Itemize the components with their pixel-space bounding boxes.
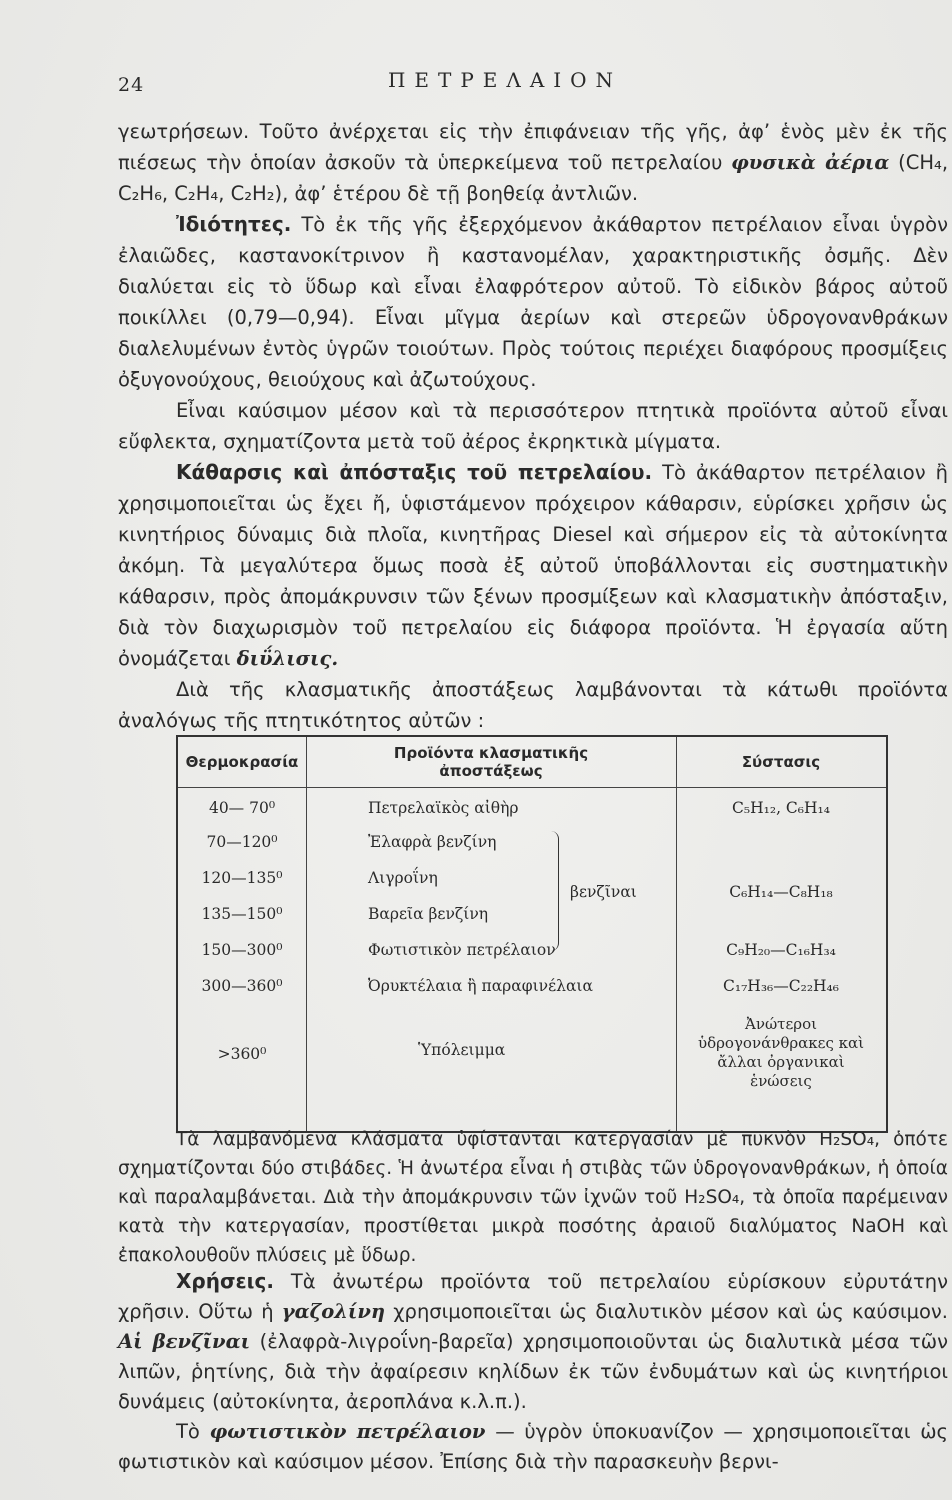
emphasis: διΰλισις. [236, 647, 339, 670]
paragraph-properties: Ἰδιότητες. Τὸ ἐκ τῆς γῆς ἐξερχόμενον ἀκάθαρτον πετρέλαιον εἶναι ὑγρὸν ἐλαιῶδες, καστανοκίτρινον ἢ καστανομέλαν, χαρακτηριστικῆς ὀσμῆς. Δὲν διαλύεται εἰς τὸ ὕδωρ καὶ εἶναι ἐλαφρότερον αὐτοῦ. Τὸ εἰδικὸν βάρος αὐτοῦ ποικίλλει (0,79—0,94). Εἶναι μῖγμα ἀερίων καὶ στερεῶν ὑδρογονανθράκων διαλελυμένων ἐντὸς ὑγρῶν τοιούτων. Πρὸς τούτοις περιέχει διαφόρους προσμίξεις ὀξυγονούχους, θειούχους καὶ ἀζωτούχους. [118, 212, 948, 391]
composition-cell: C₅H₁₂, C₆H₁₄ [732, 799, 830, 817]
section-heading: Ἰδιότητες. [176, 212, 292, 236]
temperature-cell: 135—150⁰ [201, 905, 283, 923]
composition-cell: C₉H₂₀—C₁₆H₃₄ [726, 941, 836, 959]
product-cell: Ἐλαφρὰ βενζίνη [368, 833, 497, 851]
paragraph-uses: Χρήσεις. Τὰ ἀνωτέρω προϊόντα τοῦ πετρελαίου εὑρίσκουν εὐρυτάτην χρῆσιν. Οὕτω ἡ γαζολίνη χρησιμοποιεῖται ὡς διαλυτικὸν μέσον καὶ ὡς καύσιμον. Αἱ βενζῖναι (ἐλαφρὰ-λιγροΐνη-βαρεῖα) χρησιμοποιοῦνται ὡς διαλυτικὰ μέσα τῶν λιπῶν, ῥητίνης, διὰ τὴν ἀφαίρεσιν κηλίδων ἐκ τῶν ἐνδυμάτων καὶ ὡς κινητήριοι δυνάμεις (αὐτοκίνητα, ἀεροπλάνα κ.λ.π.). [118, 1269, 949, 1413]
composition-cell: Ἀνώτεροι ὑδρογονάνθρακες καὶ ἄλλαι ὀργανικαὶ ἑνώσεις [697, 1015, 865, 1090]
product-cell: Ὑπόλειμμα [418, 1041, 506, 1059]
paragraph: γεωτρήσεων. Τοῦτο ἀνέρχεται εἰς τὴν ἐπιφάνειαν τῆς γῆς, ἀφ’ ἑνὸς μὲν ἐκ τῆς πιέσεως τὴν ὁποίαν ἀσκοῦν τὰ ὑπερκείμενα τοῦ πετρελαίου φυσικὰ ἀέρια (CH₄, C₂H₆, C₂H₄, C₂H₂), ἀφ’ ἑτέρου δὲ τῇ βοηθείᾳ ἀντλιῶν. [118, 120, 949, 205]
composition-cell: C₆H₁₄—C₈H₁₈ [729, 883, 833, 901]
temperature-cell: 70—120⁰ [206, 833, 278, 851]
page-number: 24 [118, 74, 145, 96]
temperature-cell: 40— 70⁰ [208, 799, 276, 817]
body-text-upper [118, 116, 948, 736]
paragraph: Διὰ τῆς κλασματικῆς ἀποστάξεως λαμβάνονται τὰ κάτωθι προϊόντα ἀναλόγως τῆς πτητικότητος αὐτῶν : [118, 678, 948, 732]
product-cell: Φωτιστικὸν πετρέλαιον [368, 941, 556, 959]
temperature-cell: >360⁰ [217, 1045, 267, 1063]
body-text-after-table [118, 1125, 948, 1270]
emphasis: γαζολίνη [281, 1300, 386, 1323]
product-cell: Λιγροΐνη [368, 869, 438, 887]
grouping-brace [548, 831, 559, 951]
emphasis: Αἱ βενζῖναι [118, 1330, 251, 1353]
temperature-cell: 120—135⁰ [201, 869, 283, 887]
body-text-uses [118, 1266, 948, 1477]
column-divider [306, 737, 307, 1131]
column-header-products: Προϊόντα κλασματικῆς ἀποστάξεως [393, 744, 589, 780]
paragraph: Εἶναι καύσιμον μέσον καὶ τὰ περισσότερον πτητικὰ προϊόντα αὐτοῦ εἶναι εὔφλεκτα, σχηματίζοντα μετὰ τοῦ ἀέρος ἐκρηκτικὰ μίγματα. [118, 399, 948, 453]
page-header [118, 68, 892, 98]
product-cell: Πετρελαϊκὸς αἰθὴρ [368, 799, 519, 817]
paragraph: Τὸ φωτιστικὸν πετρέλαιον — ὑγρὸν ὑποκυανίζον — χρησιμοποιεῖται ὡς φωτιστικὸν καὶ καύσιμον μέσον. Ἐπίσης διὰ τὴν παρασκευὴν βερνι- [118, 1420, 948, 1473]
running-title: ΠΕΤΡΕΛΑΙΟΝ [387, 68, 623, 92]
section-heading: Κάθαρσις καὶ ἀπόσταξις τοῦ πετρελαίου. [176, 460, 653, 484]
paragraph: Τὰ λαμβανόμενα κλάσματα ὑφίστανται κατεργασίαν μὲ πυκνὸν H₂SO₄, ὁπότε σχηματίζονται δύο στιβάδες. Ἡ ἀνωτέρα εἶναι ἡ στιβὰς τῶν ὑδρογονανθράκων, ἡ ὁποία καὶ παραλαμβάνεται. Διὰ τὴν ἀπομάκρυνσιν τῶν ἰχνῶν τοῦ H₂SO₄, τὰ ὁποῖα παρέμειναν κατὰ τὴν κατεργασίαν, προστίθεται μικρὰ ποσότης ἀραιοῦ διαλύματος NaOH καὶ ἐπακολουθοῦν πλύσεις μὲ ὕδωρ. [118, 1129, 948, 1266]
product-cell: Ὀρυκτέλαια ἢ παραφινέλαια [368, 977, 593, 995]
emphasis: φυσικὰ ἀέρια [731, 151, 890, 174]
paragraph-distillation: Κάθαρσις καὶ ἀπόσταξις τοῦ πετρελαίου. Τὸ ἀκάθαρτον πετρέλαιον ἢ χρησιμοποιεῖται ὡς ἔχει ἤ, ὑφιστάμενον πρόχειρον κάθαρσιν, εὑρίσκει χρῆσιν ὡς κινητήριος δύναμις διὰ πλοῖα, κινητῆρας Diesel καὶ σήμερον εἰς τὰ αὐτοκίνητα ἀκόμη. Τὰ μεγαλύτερα ὅμως ποσὰ ἐξ αὐτοῦ ὑποβάλλονται εἰς συστηματικὴν κάθαρσιν, πρὸς ἀπομάκρυνσιν τῶν ξένων προσμίξεων καὶ κλασματικὴν ἀπόσταξιν, διὰ τὸν διαχωρισμὸν τοῦ πετρελαίου εἰς διάφορα προϊόντα. Ἡ ἐργασία αὕτη ὀνομάζεται διΰλισις. [118, 460, 948, 670]
product-cell: Βαρεῖα βενζίνη [368, 905, 489, 923]
temperature-cell: 150—300⁰ [201, 941, 283, 959]
fractions-table [176, 735, 888, 1133]
emphasis: φωτιστικὸν πετρέλαιον [209, 1420, 486, 1443]
composition-cell: C₁₇H₃₆—C₂₂H₄₆ [723, 977, 839, 995]
group-label: βενζῖναι [570, 883, 637, 901]
section-heading: Χρήσεις. [176, 1269, 274, 1293]
temperature-cell: 300—360⁰ [201, 977, 283, 995]
header-divider [178, 787, 886, 788]
column-header-composition: Σύστασις [741, 753, 821, 771]
column-divider [676, 737, 677, 1131]
column-header-temperature: Θερμοκρασία [185, 753, 299, 771]
